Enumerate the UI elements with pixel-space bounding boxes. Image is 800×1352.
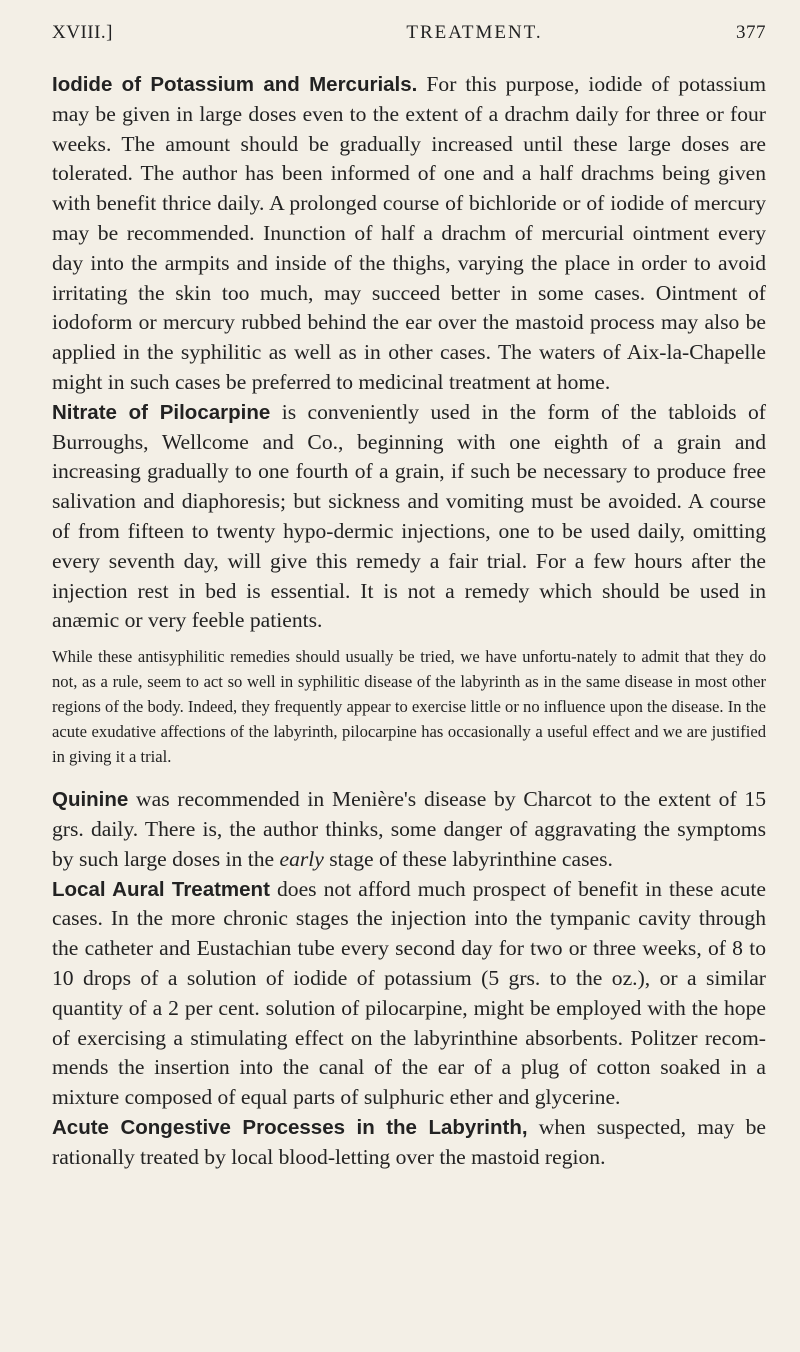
heading-iodide-potassium: Iodide of Potassium and Mercurials. (52, 73, 418, 96)
body-acute-congestive: when suspected, may be rationally treated by local blood-letting over the mastoid region. (52, 1114, 766, 1169)
paragraph-small-print-note (52, 644, 766, 769)
body-local-aural-treatment: does not afford much prospect of benefit in these acute cases. In the more chronic stages the injection into the tympanic cavity through the catheter and Eustachian tube every second day for two or three weeks, of 8 to 10 drops of a solution of iodide of potassium (5 grs. to the oz.), or a similar quantity of a 2 per cent. solution of pilocarpine, might be employed with the hope of exercising a stimulating effect on the labyrinthine absorbents. Politzer recom-mends the insertion into the canal of the ear of a plug of cotton soaked in a mixture composed of equal parts of sulphuric ether and glycerine. (52, 876, 766, 1110)
heading-quinine: Quinine (52, 788, 129, 812)
body-quinine-before: was recommended in Menière's disease by Charcot to the extent of 15 grs. daily. There is, the author thinks, some danger of aggravating the symptoms by such large doses in the (52, 787, 766, 871)
running-title: TREATMENT. (406, 22, 543, 43)
page-number: 377 (735, 22, 766, 43)
body-iodide-potassium: For this purpose, iodide of potassium may be given in large doses even to the extent of a drachm daily for three or four weeks. The amount should be gradually increased until these large doses are tolerated. The author has been informed of one and a half drachms being given with benefit thrice daily. A prolonged course of bichloride or of iodide of mercury may be recommended. Inunction of half a drachm of mercurial ointment every day into the armpits and inside of the thighs, varying the place in order to avoid irritating the skin too much, may succeed better in some cases. Ointment of iodoform or mercury rubbed behind the ear over the mastoid process may also be applied in the syphilitic as well as in other cases. The waters of Aix-la-Chapelle might in such cases be preferred to medicinal treatment at home. (52, 72, 766, 394)
heading-acute-congestive: Acute Congestive Processes in the Labyrinth, (52, 1115, 528, 1139)
body-small-print-note: While these antisyphilitic remedies should usually be tried, we have unfortu-nately to admit that they do not, as a rule, seem to act so well in syphilitic disease of the labyrinth as in the same disease in most other regions of the body. Indeed, they frequently appear to exercise little or no influence upon the disease. In the acute exudative affections of the labyrinth, pilocarpine has occasionally a useful effect and we are justified in giving it a trial. (52, 647, 766, 767)
heading-pilocarpine: Nitrate of Pilocarpine (52, 400, 271, 424)
body-pilocarpine: is conveniently used in the form of the tabloids of Burroughs, Wellcome and Co., beginning with one eighth of a grain and increasing gradually to one fourth of a grain, if such be necessary to produce free salivation and diaphoresis; but sickness and vomiting must be avoided. A course of from fifteen to twenty hypo-dermic injections, one to be used daily, omitting every seventh day, will give this remedy a fair trial. For a few hours after the injection rest in bed is essential. It is not a remedy which should be used in anæmic or very feeble patients. (52, 399, 767, 633)
section-marker: XVIII.] (52, 22, 114, 43)
body-quinine-after: stage of these labyrinthine cases. (323, 846, 613, 871)
paragraph-acute-congestive (52, 1113, 766, 1173)
paragraph-local-aural-treatment (52, 875, 766, 1113)
paragraph-iodide-potassium (52, 70, 766, 398)
running-head (52, 22, 766, 62)
body-quinine-emphasis: early (279, 846, 324, 871)
paragraph-pilocarpine (52, 398, 766, 636)
paragraph-quinine (52, 785, 766, 874)
heading-local-aural-treatment: Local Aural Treatment (52, 877, 270, 901)
